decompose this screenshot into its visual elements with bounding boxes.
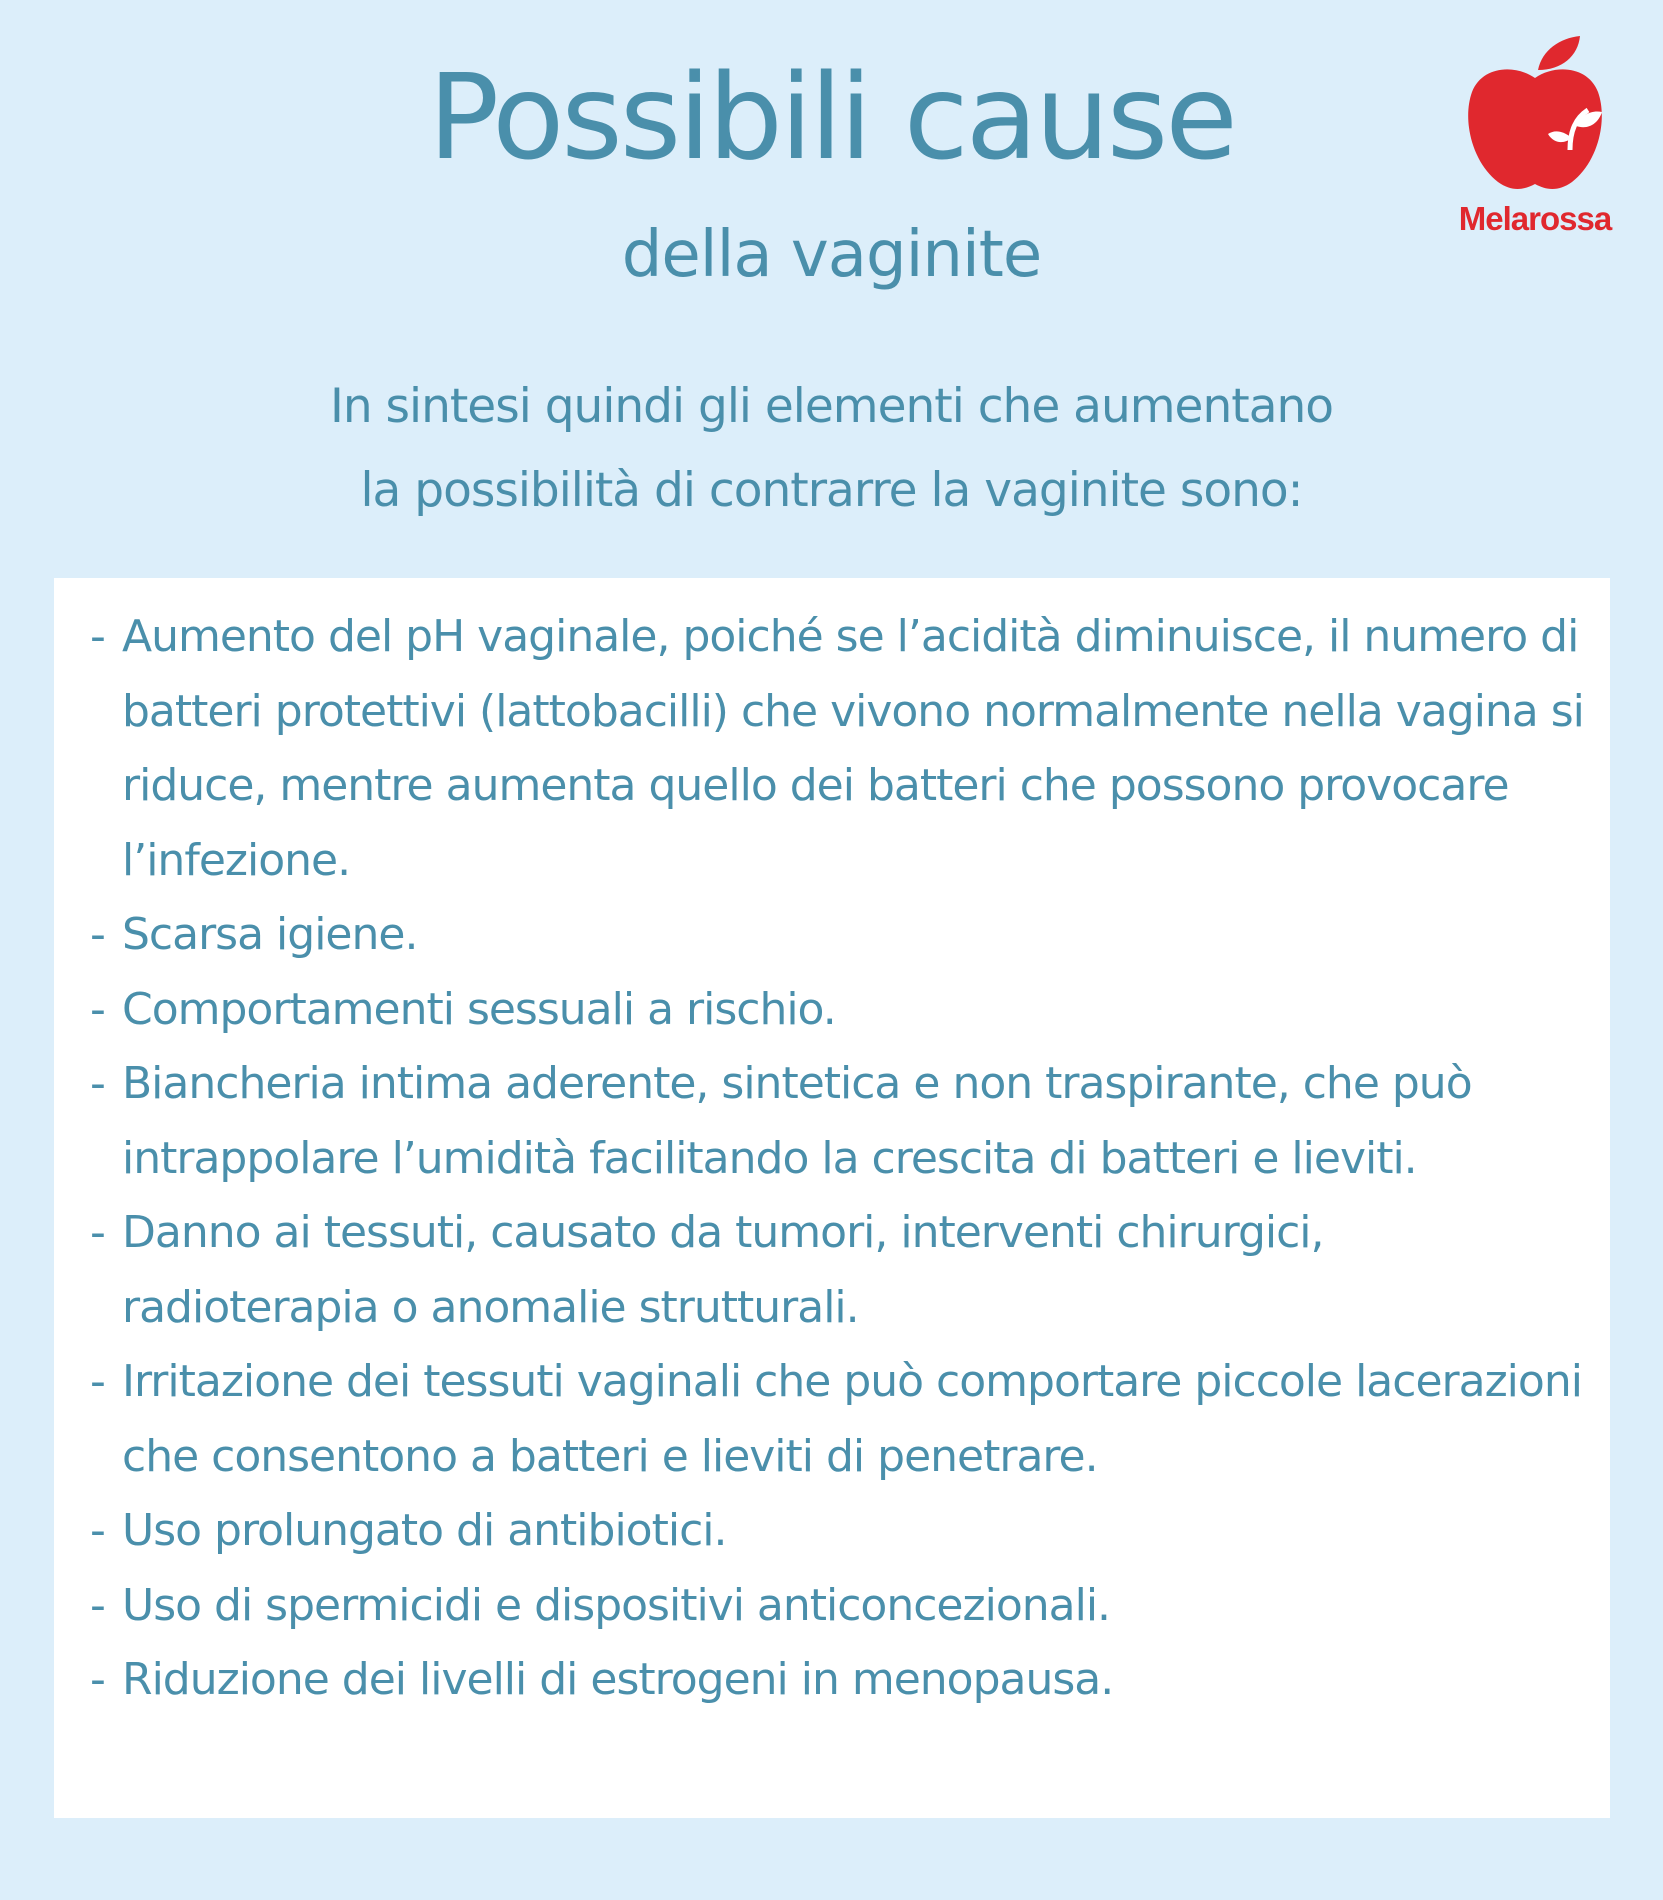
bullet-dash: - xyxy=(90,909,105,960)
list-item-text: Comportamenti sessuali a rischio. xyxy=(122,983,836,1035)
list-item xyxy=(90,1643,1590,1718)
bullet-dash: - xyxy=(90,1654,105,1705)
list-item-text: Uso prolungato di antibiotici. xyxy=(122,1505,727,1556)
list-item-text: Aumento del pH vaginale, poiché se l’acidità diminuisce, il numero di batteri protettivi (lattobacilli) che vivono normalmente nella vagina si riduce, mentre aumenta quello dei batteri che possono provocare l’infezione. xyxy=(122,611,1584,886)
intro-line-1: In sintesi quindi gli elementi che aumentano xyxy=(329,379,1334,434)
list-item xyxy=(90,1047,1590,1196)
list-item xyxy=(90,898,1590,973)
logo-text: Melarossa xyxy=(1458,200,1612,237)
causes-box xyxy=(54,578,1610,1818)
list-item xyxy=(90,1196,1590,1345)
list-item-text: Uso di spermicidi e dispositivi anticoncezionali. xyxy=(122,1579,1111,1631)
bullet-dash: - xyxy=(90,1505,105,1556)
bullet-dash: - xyxy=(90,1356,105,1407)
bullet-dash: - xyxy=(90,1207,105,1258)
list-item-text: Scarsa igiene. xyxy=(122,909,418,960)
apple-icon xyxy=(1420,30,1650,200)
list-item xyxy=(90,973,1590,1048)
bullet-dash: - xyxy=(90,1058,105,1109)
bullet-dash: - xyxy=(90,983,105,1035)
page-title: Possibili cause xyxy=(428,48,1235,186)
list-item-text: Danno ai tessuti, causato da tumori, interventi chirurgici, radioterapia o anomalie strutturali. xyxy=(122,1207,1324,1333)
list-item-text: Irritazione dei tessuti vaginali che può comportare piccole lacerazioni che consentono a batteri e lieviti di penetrare. xyxy=(122,1356,1582,1482)
bullet-dash: - xyxy=(90,1579,105,1631)
causes-list xyxy=(90,600,1590,1718)
intro-text xyxy=(0,365,1663,533)
melarossa-logo xyxy=(1420,30,1650,250)
list-item-text: Biancheria intima aderente, sintetica e non traspirante, che può intrappolare l’umidità facilitando la crescita di batteri e lieviti. xyxy=(122,1058,1472,1184)
page-subtitle: della vaginite xyxy=(621,218,1042,292)
list-item xyxy=(90,1345,1590,1494)
list-item xyxy=(90,1569,1590,1644)
bullet-dash: - xyxy=(90,611,105,662)
list-item xyxy=(90,600,1590,898)
list-item-text: Riduzione dei livelli di estrogeni in menopausa. xyxy=(122,1654,1114,1705)
intro-line-2: la possibilità di contrarre la vaginite sono: xyxy=(360,463,1303,518)
list-item xyxy=(90,1494,1590,1569)
